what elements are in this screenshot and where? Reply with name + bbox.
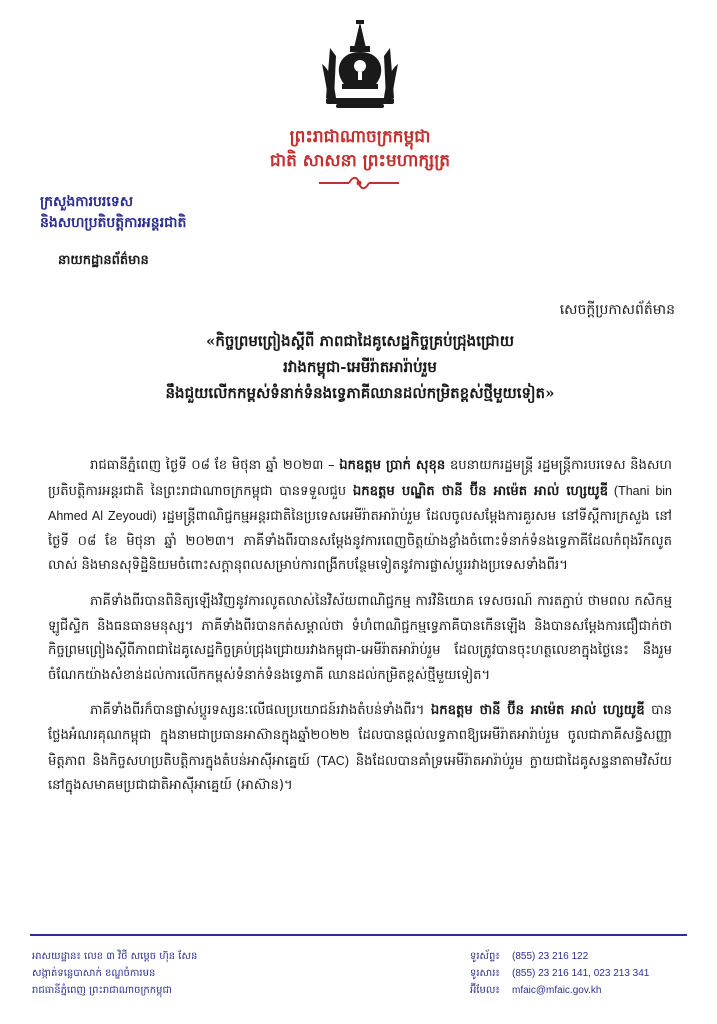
ministry-name-line2: និងសហប្រតិបត្តិការអន្តរជាតិ [40,215,187,231]
royal-coat-of-arms-icon [320,18,400,110]
title-line: រវាងកម្ពុជា-អេមីរ៉ាតអារ៉ាប់រួម [283,358,437,376]
title-line: «កិច្ចព្រមព្រៀងស្ដីពី ភាពជាដៃគូសេដ្ឋកិច្ចគ្រប់ជ្រុងជ្រោយ [205,332,514,350]
ministry-name-line1: ក្រសួងការបរទេស [40,194,134,210]
department-name: នាយកដ្ឋានព័ត៌មាន [58,253,149,268]
phone-number: (855) 23 216 122 [512,951,589,962]
footer-address [32,948,197,999]
paragraph-text: រដ្ឋមន្ត្រីពាណិជ្ជកម្មអន្តរជាតិនៃប្រទេសអេមីរ៉ាតអារ៉ាប់រួម ដែលចូលសម្ដែងការគួរសម នៅទីស្ដីការក្រសួង នៅថ្ងៃទី ០៨ ខែ មិថុនា ឆ្នាំ ២០២៣។ ភាគីទាំងពីរបានសម្ដែងនូវការពេញចិត្តយ៉ាងខ្លាំងចំពោះទំនាក់ទំនងទ្វេភាគីដែលកំពុងរីកលូតលាស់ និងមានសុទិដ្ឋិនិយមចំពោះសក្ដានុពលសម្រាប់ការពង្រីកបន្ថែមទៀតនូវការផ្លាស់ប្ដូររវាងប្រទេសទាំងពីរ។ [48,509,672,574]
paragraph-text: ឧបនាយករដ្ឋមន្ត្រី រដ្ឋមន្ត្រីការបរទេស និងសហប្រតិបត្តិការអន្តរជាតិ នៃព្រះរាជាណាចក្រកម្ពុជា បានទទួលជួប [48,458,672,499]
title-line: នឹងជួយលើកកម្ពស់ទំនាក់ទំនងទ្វេភាគីឈានដល់កម្រិតខ្ពស់ថ្មីមួយទៀត» [165,384,555,402]
dateline: រាជធានីភ្នំពេញ ថ្ងៃទី ០៨ ខែ មិថុនា ឆ្នាំ ២០២៣ – [90,458,340,473]
tac-abbreviation: (TAC) [316,753,349,768]
press-release-title [60,328,660,406]
press-release-body [48,454,672,810]
paragraph-2: ភាគីទាំងពីរបានពិនិត្យឡើងវិញនូវការលូតលាស់នៃវិស័យពាណិជ្ជកម្ម ការវិនិយោគ ទេសចរណ៍ ការតភ្ជាប់ ថាមពល កសិកម្ម ឡូជីស្ទិក និងធនធានមនុស្ស។ ភាគីទាំងពីរបានកត់សម្គាល់ថា ទំហំពាណិជ្ជកម្មទ្វេភាគីបានកើនឡើង និងបានសម្ដែងការជឿជាក់ថា កិច្ចព្រមព្រៀងស្ដីពីភាពជាដៃគូសេដ្ឋកិច្ចគ្រប់ជ្រុងជ្រោយរវាងកម្ពុជា-អេមីរ៉ាតអារ៉ាប់រួម ដែលត្រូវបានចុះហត្ថលេខាក្នុងថ្ងៃនេះ នឹងរួមចំណែកយ៉ាងសំខាន់ដល់ការលើកកម្ពស់ទំនាក់ទំនងទ្វេភាគី ឈានដល់កម្រិតខ្ពស់ថ្មីមួយទៀត។ [48,593,672,683]
kingdom-name: ព្រះរាជាណាចក្រកម្ពុជា [289,127,431,147]
minister-name: ឯកឧត្តម ប្រាក់ សុខុន [339,458,446,473]
paragraph-text: ភាគីទាំងពីរក៏បានផ្លាស់ប្ដូរទស្សនៈលើផលប្រយោជន៍រវាងតំបន់ទាំងពីរ។ [90,703,431,719]
national-motto: ជាតិ សាសនា ព្រះមហាក្សត្រ [269,151,451,171]
fax-label: ទូរសារ៖ [470,968,500,979]
guest-name: ឯកឧត្តម បណ្ឌិត ថានី ប៊ីន អាម៉េត អាល់ ហ្សេយូឌី [352,483,608,499]
address-label: អាសយដ្ឋាន៖ [32,951,81,962]
footer-contact [470,948,649,999]
paragraph-3 [48,699,672,798]
guest-name-latin: (Thani bin Ahmed Al Zeyoudi) [48,483,672,524]
guest-name: ឯកឧត្តម ថានី ប៊ីន អាម៉េត អាល់ ហ្សេយូឌី [430,703,645,719]
fax-number: (855) 23 216 141, 023 213 341 [512,968,650,979]
phone-label: ទូរស័ព្ទ៖ [470,951,500,962]
ornament-divider-icon [315,176,403,190]
email-label: អ៊ីមែល៖ [470,985,500,996]
document-type: សេចក្ដីប្រកាសព័ត៌មាន [559,302,675,318]
address-line: រាជធានីភ្នំពេញ ព្រះរាជាណាចក្រកម្ពុជា [32,985,172,996]
paragraph-text: និងដែលបានគាំទ្រអេមីរ៉ាតអារ៉ាប់រួម ក្លាយជាដៃគូសន្ទនាតាមវិស័យនៅក្នុងសមាគមប្រជាជាតិអាស៊ីអាគ្នេយ៍ (អាស៊ាន)។ [48,753,672,794]
address-line: លេខ ៣ វិថី សម្ដេច ហ៊ុន សែន [84,951,198,962]
paragraph-1 [48,454,672,579]
paragraph-text: បានថ្លែងអំណរគុណកម្ពុជា ក្នុងនាមជាប្រធានអាស៊ានក្នុងឆ្នាំ២០២២ ដែលបានផ្ដល់លទ្ធភាពឱ្យអេមីរ៉ាតអារ៉ាប់រួម ចូលជាភាគីសន្ធិសញ្ញាមិត្តភាព និងកិច្ចសហប្រតិបត្តិការក្នុងតំបន់អាស៊ីអាគ្នេយ៍ [48,703,672,769]
footer-divider [30,934,687,936]
email-address[interactable]: mfaic@mfaic.gov.kh [512,985,602,996]
address-line: សង្កាត់ទន្លេបាសាក់ ខណ្ឌចំការមន [32,968,156,979]
